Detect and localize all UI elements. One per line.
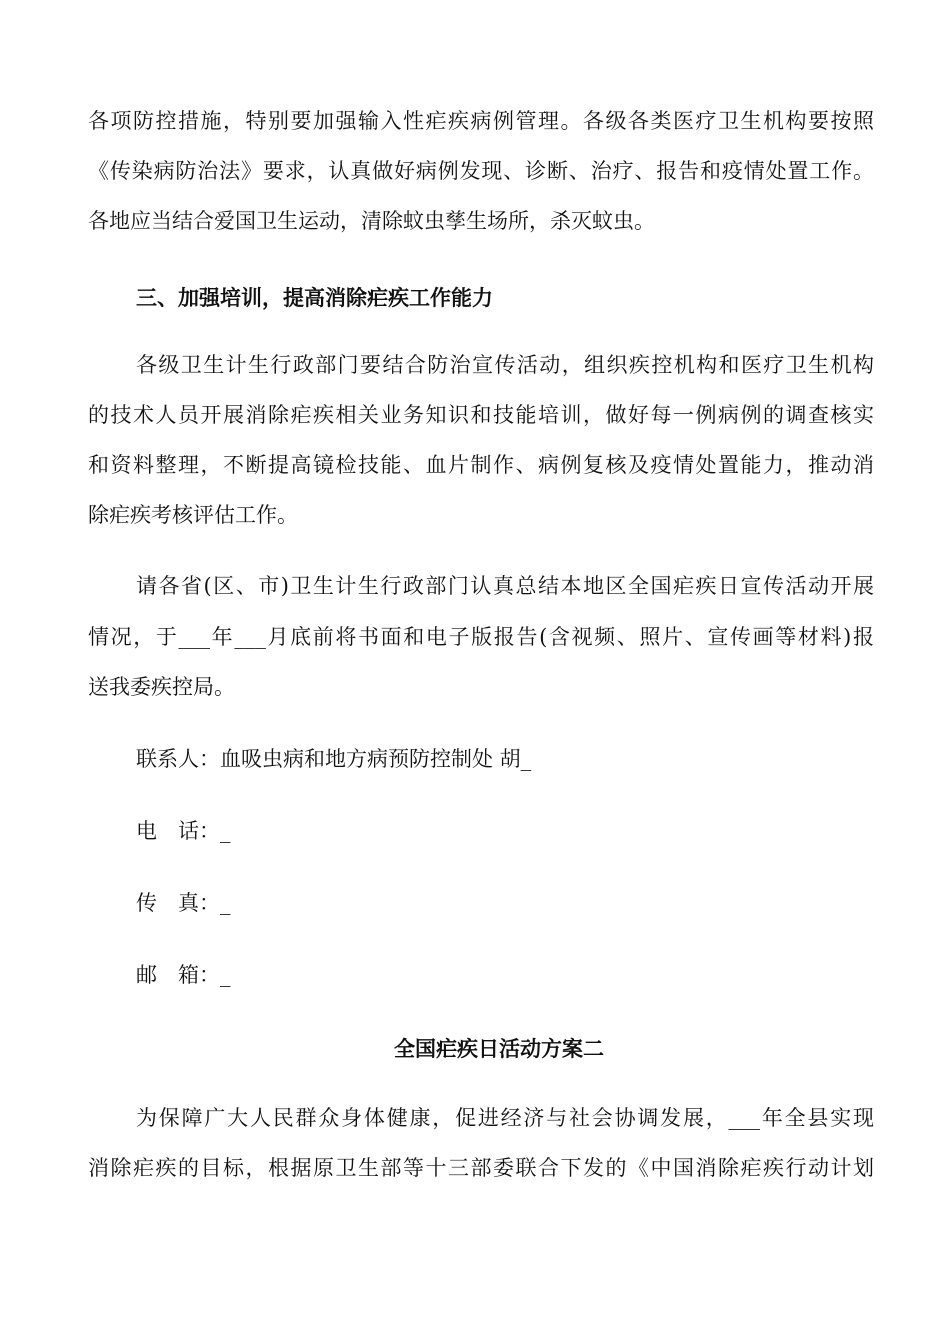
paragraph-3-line-1: 请各省(区、市)卫生计生行政部门认真总结本地区全国疟疾日宣传活动开展 xyxy=(136,574,874,598)
section-3-heading: 三、加强培训，提高消除疟疾工作能力 xyxy=(136,285,493,310)
contact-email: 邮 箱：_ xyxy=(136,963,231,987)
plan-2-title: 全国疟疾日活动方案二 xyxy=(394,1036,604,1061)
paragraph-3-line-2: 情况，于___年___月底前将书面和电子版报告(含视频、照片、宣传画等材料)报 xyxy=(88,625,874,649)
paragraph-2-line-3: 和资料整理，不断提高镜检技能、血片制作、病例复核及疫情处置能力，推动消 xyxy=(88,453,874,477)
paragraph-3-line-3: 送我委疾控局。 xyxy=(88,675,235,699)
paragraph-2-line-1: 各级卫生计生行政部门要结合防治宣传活动，组织疾控机构和医疗卫生机构 xyxy=(136,353,874,377)
contact-person: 联系人：血吸虫病和地方病预防控制处 胡_ xyxy=(136,747,532,771)
contact-phone: 电 话：_ xyxy=(136,819,231,843)
paragraph-1-line-2: 《传染病防治法》要求，认真做好病例发现、诊断、治疗、报告和疫情处置工作。 xyxy=(88,159,874,183)
plan-2-line-1: 为保障广大人民群众身体健康，促进经济与社会协调发展，___年全县实现 xyxy=(136,1106,874,1130)
paragraph-1-line-1: 各项防控措施，特别要加强输入性疟疾病例管理。各级各类医疗卫生机构要按照 xyxy=(88,109,874,133)
contact-fax: 传 真：_ xyxy=(136,891,231,915)
paragraph-2-line-2: 的技术人员开展消除疟疾相关业务知识和技能培训，做好每一例病例的调查核实 xyxy=(88,403,874,427)
plan-2-line-2: 消除疟疾的目标，根据原卫生部等十三部委联合下发的《中国消除疟疾行动计划 xyxy=(88,1156,874,1180)
paragraph-1-line-3: 各地应当结合爱国卫生运动，清除蚊虫孳生场所，杀灭蚊虫。 xyxy=(88,209,655,233)
paragraph-2-line-4: 除疟疾考核评估工作。 xyxy=(88,503,298,527)
